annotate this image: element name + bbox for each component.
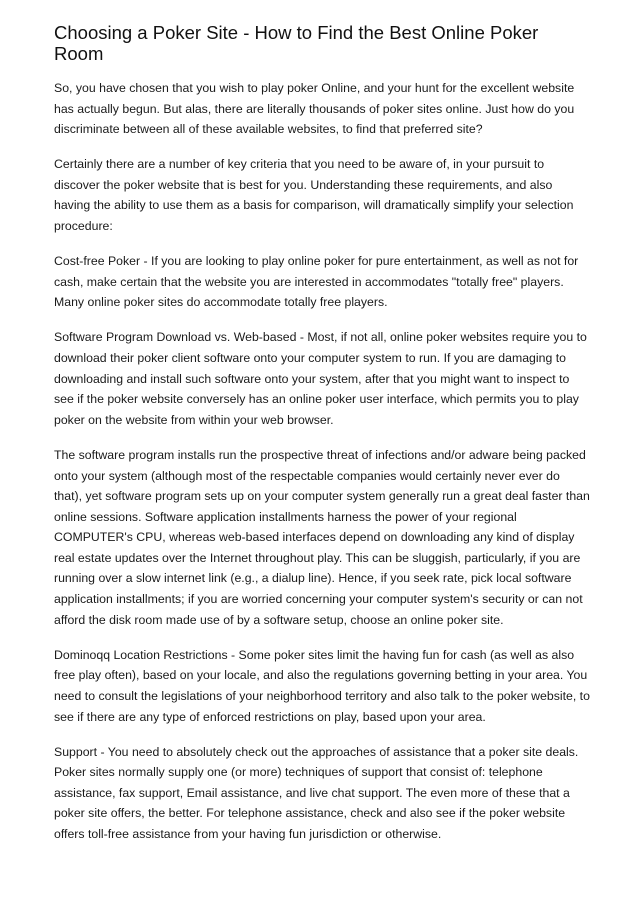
paragraph-location-restrictions: Dominoqq Location Restrictions - Some poker sites limit the having fun for cash (as well as also free play often), based on your locale, and also the regulations governing betting in your area. You need to consult the legislations of your neighborhood territory and also talk to the poker website, to see if there are any type of enforced restrictions on play, based upon your area. bbox=[54, 647, 590, 724]
paragraph-software-download: Software Program Download vs. Web-based - Most, if not all, online poker websites require you to download their poker client software onto your computer system to run. If you are damaging to downloading and install such software onto your system, after that you might want to inspect to see if the poker website conversely has an online poker user interface, which permits you to play poker on the website from within your web browser. bbox=[54, 330, 587, 427]
document-title: Choosing a Poker Site - How to Find the Best Online Poker Room bbox=[54, 22, 539, 64]
paragraph-free-poker: Cost-free Poker - If you are looking to play online poker for pure entertainment, as well as not for cash, make certain that the website you are interested in accommodates "totally free" players. Many online poker sites do accommodate totally free players. bbox=[54, 254, 579, 310]
paragraph-criteria: Certainly there are a number of key criteria that you need to be aware of, in your pursuit to discover the poker website that is best for you. Understanding these requirements, and also having the ability to use them as a basis for comparison, will dramatically simplify your selection procedure: bbox=[54, 157, 574, 234]
paragraph-intro: So, you have chosen that you wish to play poker Online, and your hunt for the excellent website has actually begun. But alas, there are literally thousands of poker sites online. Just how do you discriminate between all of these available websites, to find that preferred site? bbox=[54, 81, 575, 137]
paragraph-support: Support - You need to absolutely check out the approaches of assistance that a poker site deals. Poker sites normally supply one (or more) techniques of support that consist of: telephone assistance, fax support, Email assistance, and live chat support. The even more of these that a poker site offers, the better. For telephone assistance, check and also see if the poker website offers toll-free assistance from your having fun jurisdiction or otherwise. bbox=[54, 744, 579, 841]
document-page bbox=[54, 22, 590, 859]
paragraph-software-installs: The software program installs run the prospective threat of infections and/or adware being packed onto your system (although most of the respectable companies would certainly never ever do that), yet software program sets up on your computer system generally run a great deal faster than online sessions. Software application installments harness the power of your regional COMPUTER's CPU, whereas web-based interfaces depend on downloading any kind of display real estate updates over the Internet throughout play. This can be sluggish, particularly, if you are running over a slow internet link (e.g., a dialup line). Hence, if you seek rate, pick local software application installments; if you are worried concerning your computer system's security or can not afford the disk room made use of by a software setup, choose an online poker site. bbox=[54, 447, 590, 627]
